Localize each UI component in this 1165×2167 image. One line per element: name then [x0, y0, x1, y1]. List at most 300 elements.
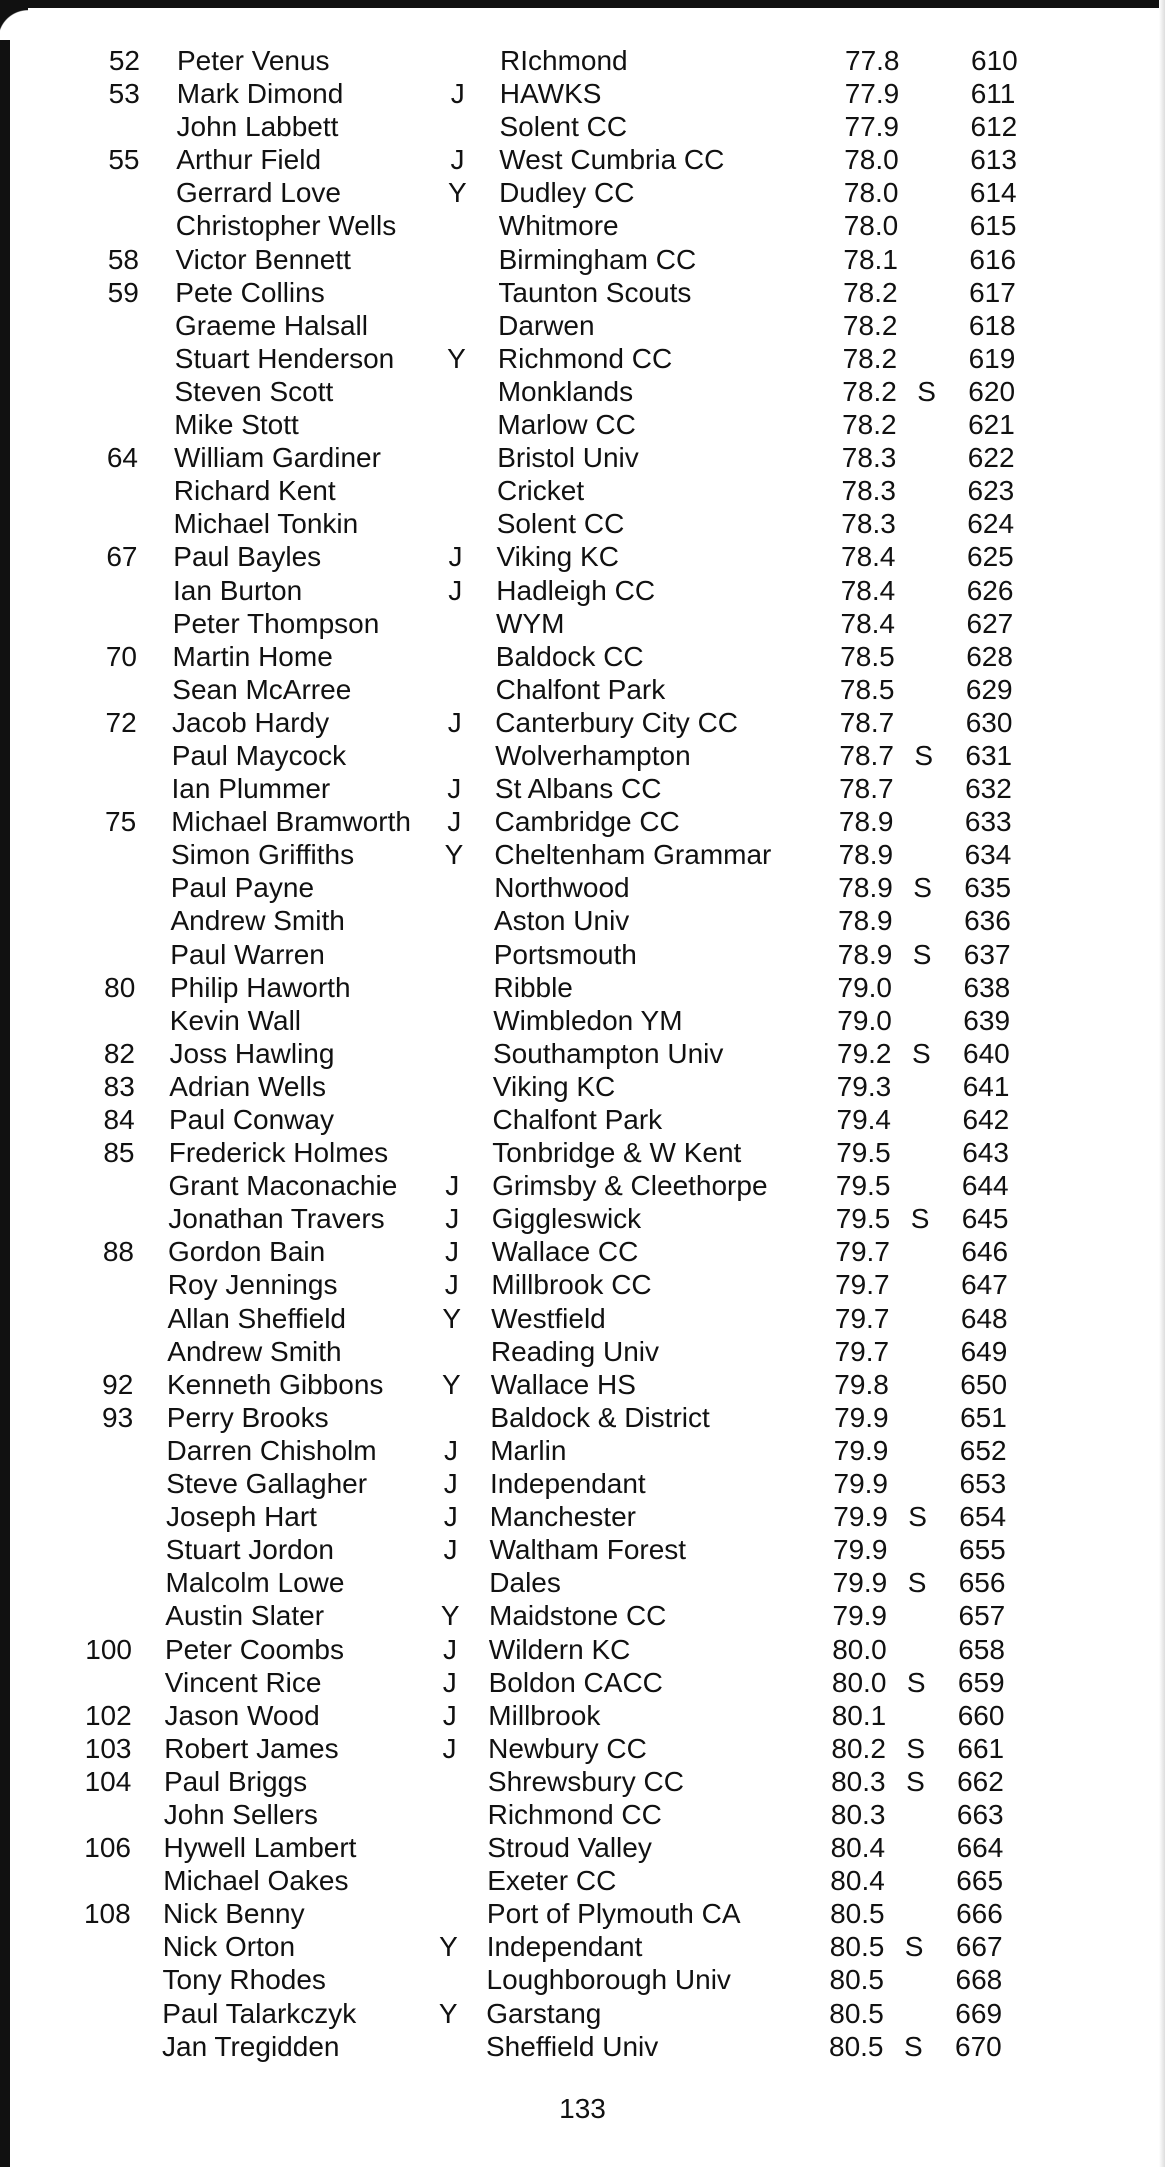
row-num: 668 — [955, 1964, 1003, 1996]
row-num: 611 — [970, 78, 1016, 110]
row-num: 638 — [963, 971, 1011, 1003]
row-club: HAWKS — [499, 78, 602, 110]
row-club: Millbrook CC — [491, 1269, 652, 1301]
row-num: 630 — [965, 706, 1013, 738]
row-time: 80.3 — [831, 1765, 886, 1797]
row-name: Darren Chisholm — [166, 1434, 377, 1466]
row-num: 655 — [959, 1534, 1006, 1566]
row-club: Cricket — [497, 475, 585, 507]
row-name: Adrian Wells — [169, 1070, 326, 1102]
row-club: Giggleswick — [491, 1203, 642, 1235]
table-row — [0, 110, 1165, 143]
row-time: 78.4 — [841, 541, 896, 573]
row-name: Paul Conway — [169, 1104, 334, 1135]
row-pos: 104 — [84, 1765, 132, 1797]
row-cat: Y — [442, 1302, 462, 1334]
row-num: 651 — [960, 1401, 1007, 1433]
row-time: 80.5 — [829, 1964, 884, 1996]
row-time: 79.9 — [833, 1434, 889, 1466]
row-time: 78.2 — [843, 276, 898, 308]
row-name: Paul Warren — [170, 938, 325, 970]
row-name: Jan Tregidden — [162, 2030, 340, 2062]
row-cat: J — [448, 574, 463, 606]
row-time: 78.9 — [838, 905, 893, 937]
row-pos: 103 — [84, 1732, 132, 1764]
row-num: 666 — [956, 1898, 1003, 1930]
table-row — [0, 1136, 1165, 1169]
row-num: 633 — [964, 806, 1012, 838]
row-time: 80.4 — [830, 1832, 886, 1864]
table-row — [0, 2030, 1165, 2063]
row-num: 636 — [964, 905, 1011, 937]
row-time: 78.2 — [842, 375, 897, 407]
row-name: Andrew Smith — [167, 1335, 342, 1367]
row-name: Ian Burton — [173, 574, 303, 606]
row-time: 78.9 — [838, 806, 894, 838]
row-club: Chalfont Park — [492, 1104, 663, 1135]
row-num: 632 — [965, 773, 1012, 805]
table-row — [0, 44, 1165, 77]
row-name: Michael Bramworth — [171, 806, 411, 838]
table-row — [0, 838, 1165, 871]
row-pos: 52 — [108, 45, 140, 76]
row-cat: J — [445, 1203, 460, 1235]
row-pos: 53 — [108, 78, 140, 110]
row-name: Victor Bennett — [175, 243, 351, 275]
table-row — [0, 772, 1165, 805]
table-row — [0, 408, 1165, 441]
row-num: 642 — [962, 1104, 1010, 1135]
row-cat: J — [442, 1699, 457, 1731]
row-name: Austin Slater — [165, 1600, 325, 1632]
row-pos: 92 — [102, 1368, 134, 1400]
row-name: Paul Payne — [170, 872, 315, 904]
table-row — [0, 871, 1165, 904]
row-cat: J — [445, 1170, 460, 1202]
row-club: Hadleigh CC — [496, 574, 656, 606]
row-cat: J — [443, 1633, 457, 1665]
row-name: Joss Hawling — [169, 1037, 335, 1069]
table-row — [0, 507, 1165, 540]
row-cat: Y — [439, 1931, 458, 1963]
row-pos: 55 — [108, 144, 140, 176]
table-row — [0, 1434, 1165, 1467]
row-time: 80.5 — [829, 1997, 884, 2029]
table-row — [0, 474, 1165, 507]
row-num: 647 — [961, 1269, 1008, 1301]
row-club: Dudley CC — [499, 177, 635, 209]
row-name: Andrew Smith — [170, 905, 345, 937]
row-club: Solent CC — [496, 508, 625, 540]
row-num: 667 — [955, 1931, 1003, 1963]
row-time: 78.3 — [841, 508, 896, 540]
table-row — [0, 805, 1165, 838]
row-pos: 100 — [85, 1633, 132, 1665]
results-table — [0, 44, 1165, 2063]
row-club: Baldock & District — [490, 1401, 710, 1433]
table-row — [0, 1500, 1165, 1533]
row-cat: J — [444, 1434, 458, 1466]
row-time: 79.5 — [836, 1137, 891, 1169]
row-name: Mark Dimond — [176, 78, 344, 110]
row-pos: 75 — [105, 806, 137, 838]
table-row — [0, 441, 1165, 474]
table-row — [0, 309, 1165, 342]
row-club: Garstang — [486, 1997, 602, 2029]
row-num: 656 — [958, 1567, 1006, 1599]
row-num: 665 — [956, 1865, 1004, 1897]
row-club: Canterbury City CC — [495, 706, 739, 738]
row-time: 78.5 — [839, 673, 895, 705]
table-row — [0, 1070, 1165, 1103]
row-pos: 88 — [102, 1236, 134, 1268]
row-num: 669 — [955, 1997, 1003, 2029]
row-num: 618 — [968, 309, 1016, 341]
row-name: Ian Plummer — [171, 773, 331, 805]
row-cat: J — [448, 541, 463, 573]
row-club: Manchester — [489, 1501, 636, 1533]
row-num: 643 — [962, 1137, 1009, 1169]
row-cat: J — [445, 1236, 459, 1268]
row-time: 78.0 — [843, 210, 899, 242]
row-name: Paul Maycock — [171, 739, 347, 771]
row-club: Northwood — [494, 872, 630, 904]
row-name: Peter Coombs — [165, 1633, 344, 1665]
row-club: Whitmore — [498, 210, 619, 242]
row-club: Marlin — [490, 1434, 567, 1466]
row-time: 78.5 — [840, 640, 895, 672]
table-row — [0, 77, 1165, 110]
row-club: Newbury CC — [488, 1732, 647, 1764]
row-time: 80.0 — [831, 1666, 887, 1698]
row-time: 77.8 — [845, 45, 900, 76]
row-cat: J — [443, 1501, 458, 1533]
row-name: Steve Gallagher — [166, 1468, 368, 1500]
row-time: 77.9 — [844, 78, 900, 110]
row-time: 78.1 — [843, 243, 898, 275]
row-time: 79.9 — [833, 1468, 888, 1500]
table-row — [0, 1169, 1165, 1202]
table-row — [0, 971, 1165, 1004]
row-cat: J — [447, 773, 462, 805]
row-time: 78.7 — [839, 706, 895, 738]
table-row — [0, 1533, 1165, 1566]
row-time: 80.5 — [830, 1898, 885, 1930]
row-name: Sean McArree — [172, 673, 352, 705]
row-name: Steven Scott — [174, 375, 334, 407]
row-name: Paul Talarkczyk — [162, 1997, 357, 2029]
row-num: 619 — [968, 342, 1016, 374]
row-name: Kevin Wall — [169, 1004, 302, 1036]
row-name: Peter Thompson — [172, 607, 380, 639]
row-name: Grant Maconachie — [168, 1170, 398, 1202]
table-row — [0, 1732, 1165, 1765]
row-num: 637 — [963, 938, 1011, 970]
row-time: 79.7 — [835, 1269, 890, 1301]
row-cat: J — [443, 1468, 458, 1500]
row-name: Jason Wood — [164, 1699, 320, 1731]
row-club: Baldock CC — [495, 640, 644, 672]
row-club: Maidstone CC — [489, 1600, 667, 1632]
row-club: Grimsby & Cleethorpe — [492, 1170, 768, 1202]
table-row — [0, 143, 1165, 176]
row-name: Paul Bayles — [173, 541, 322, 573]
row-time: 78.3 — [841, 442, 897, 474]
row-pos: 85 — [103, 1137, 135, 1169]
table-row — [0, 375, 1165, 408]
row-num: 610 — [971, 45, 1018, 76]
table-row — [0, 640, 1165, 673]
row-club: Tonbridge & W Kent — [492, 1137, 742, 1169]
row-flag: S — [906, 1765, 925, 1797]
row-num: 648 — [960, 1302, 1008, 1334]
row-club: Aston Univ — [493, 905, 630, 937]
table-row — [0, 1798, 1165, 1831]
table-row — [0, 1633, 1165, 1666]
row-cat: Y — [447, 342, 466, 374]
table-row — [0, 1897, 1165, 1930]
row-time: 79.8 — [834, 1368, 889, 1400]
table-row — [0, 904, 1165, 937]
row-name: Perry Brooks — [166, 1401, 329, 1433]
row-time: 80.1 — [831, 1699, 887, 1731]
row-cat: J — [444, 1269, 459, 1301]
row-club: Independant — [486, 1931, 643, 1963]
row-club: Shrewsbury CC — [487, 1765, 684, 1797]
row-club: Solent CC — [499, 111, 628, 143]
row-num: 644 — [961, 1170, 1009, 1202]
row-num: 631 — [965, 739, 1013, 771]
row-num: 646 — [961, 1236, 1009, 1268]
row-num: 670 — [955, 2030, 1002, 2062]
row-time: 78.9 — [838, 872, 893, 904]
row-time: 78.4 — [840, 607, 895, 639]
row-name: Stuart Henderson — [174, 342, 395, 374]
row-club: Stroud Valley — [487, 1832, 652, 1864]
row-time: 80.2 — [831, 1732, 886, 1764]
row-time: 79.0 — [837, 1004, 892, 1036]
row-num: 654 — [959, 1501, 1007, 1533]
table-row — [0, 540, 1165, 573]
row-club: Waltham Forest — [489, 1534, 687, 1566]
row-club: Millbrook — [488, 1699, 601, 1731]
row-name: Frederick Holmes — [168, 1137, 389, 1169]
row-club: Independant — [490, 1468, 646, 1500]
row-club: Wimbledon YM — [493, 1004, 683, 1036]
row-time: 78.9 — [837, 938, 893, 970]
page-corner — [0, 0, 28, 40]
row-club: Birmingham CC — [498, 243, 697, 275]
row-time: 80.0 — [832, 1633, 887, 1665]
row-flag: S — [910, 1203, 930, 1235]
row-pos: 102 — [84, 1699, 132, 1731]
table-row — [0, 1997, 1165, 2030]
row-club: Viking KC — [492, 1070, 616, 1102]
row-club: Darwen — [498, 309, 595, 341]
table-row — [0, 1335, 1165, 1368]
table-row — [0, 276, 1165, 309]
row-cat: J — [442, 1666, 457, 1698]
row-club: Southampton Univ — [493, 1037, 724, 1069]
row-cat: J — [450, 144, 465, 176]
row-cat: J — [447, 706, 462, 738]
row-time: 78.7 — [839, 773, 894, 805]
row-club: Cheltenham Grammar — [494, 839, 772, 871]
row-flag: S — [917, 375, 936, 407]
row-name: John Labbett — [176, 111, 339, 143]
row-num: 627 — [966, 607, 1014, 639]
row-time: 78.9 — [838, 839, 894, 871]
row-name: Simon Griffiths — [171, 839, 355, 871]
row-club: Taunton Scouts — [498, 276, 692, 308]
row-flag: S — [904, 1931, 924, 1963]
row-pos: 58 — [107, 243, 139, 275]
row-name: Gordon Bain — [168, 1236, 326, 1268]
row-num: 650 — [960, 1368, 1008, 1400]
row-club: Marlow CC — [497, 409, 636, 441]
row-name: Pete Collins — [175, 276, 325, 308]
row-time: 79.9 — [834, 1401, 889, 1433]
row-time: 78.2 — [842, 309, 898, 341]
row-time: 78.2 — [842, 342, 898, 374]
row-name: Malcolm Lowe — [165, 1567, 345, 1599]
table-row — [0, 673, 1165, 706]
row-name: Roy Jennings — [167, 1269, 338, 1301]
row-name: Vincent Rice — [164, 1666, 322, 1698]
row-club: Viking KC — [496, 541, 619, 573]
row-num: 616 — [969, 243, 1017, 275]
row-pos: 108 — [83, 1898, 131, 1930]
table-row — [0, 1004, 1165, 1037]
row-club: Loughborough Univ — [486, 1964, 731, 1996]
row-cat: J — [443, 1534, 458, 1566]
row-cat: Y — [447, 177, 467, 209]
table-row — [0, 1401, 1165, 1434]
row-num: 629 — [965, 673, 1013, 705]
row-name: Jacob Hardy — [172, 706, 330, 738]
table-row — [0, 706, 1165, 739]
row-name: Robert James — [164, 1732, 339, 1764]
row-club: Wallace CC — [491, 1236, 639, 1268]
row-time: 80.4 — [830, 1865, 885, 1897]
row-num: 635 — [964, 872, 1012, 904]
table-row — [0, 1566, 1165, 1599]
row-time: 78.7 — [839, 739, 894, 771]
row-club: Richmond CC — [497, 342, 673, 374]
row-pos: 72 — [105, 706, 137, 738]
row-name: Tony Rhodes — [162, 1964, 326, 1996]
row-cat: Y — [441, 1368, 461, 1400]
row-name: Michael Tonkin — [173, 508, 359, 540]
row-flag: S — [907, 1567, 927, 1599]
table-row — [0, 1666, 1165, 1699]
row-num: 662 — [957, 1765, 1004, 1797]
row-time: 79.4 — [836, 1104, 891, 1135]
row-num: 657 — [958, 1600, 1006, 1632]
row-club: Boldon CACC — [488, 1666, 663, 1698]
row-num: 661 — [957, 1732, 1005, 1764]
row-flag: S — [913, 872, 932, 904]
table-row — [0, 1103, 1165, 1136]
row-num: 660 — [957, 1699, 1005, 1731]
table-row — [0, 1930, 1165, 1963]
row-name: Paul Briggs — [164, 1765, 308, 1797]
row-num: 649 — [960, 1335, 1008, 1367]
row-name: Arthur Field — [176, 144, 322, 176]
page-edge-top — [0, 0, 1165, 8]
row-name: William Gardiner — [174, 442, 381, 474]
row-club: Wallace HS — [490, 1368, 636, 1400]
row-num: 623 — [967, 475, 1015, 507]
row-cat: Y — [440, 1600, 460, 1632]
row-time: 79.3 — [836, 1070, 892, 1102]
table-row — [0, 342, 1165, 375]
row-club: RIchmond — [500, 45, 628, 76]
row-num: 626 — [966, 574, 1014, 606]
row-num: 614 — [969, 177, 1017, 209]
row-club: Port of Plymouth CA — [486, 1898, 741, 1930]
table-row — [0, 739, 1165, 772]
row-num: 641 — [962, 1070, 1010, 1102]
row-name: Nick Benny — [163, 1898, 305, 1930]
row-time: 80.5 — [829, 2030, 884, 2062]
row-name: Graeme Halsall — [175, 309, 368, 341]
row-time: 79.9 — [833, 1534, 888, 1566]
row-time: 79.2 — [837, 1037, 892, 1069]
row-num: 640 — [963, 1037, 1010, 1069]
row-name: Martin Home — [172, 640, 333, 672]
row-name: Christopher Wells — [175, 210, 397, 242]
row-time: 79.9 — [832, 1600, 887, 1632]
row-num: 664 — [956, 1832, 1004, 1864]
row-name: Nick Orton — [162, 1931, 296, 1963]
row-num: 621 — [968, 409, 1015, 441]
row-club: West Cumbria CC — [499, 144, 725, 176]
row-time: 79.5 — [835, 1170, 891, 1202]
row-name: Allan Sheffield — [167, 1302, 346, 1334]
row-club: WYM — [496, 607, 565, 639]
row-name: Mike Stott — [174, 409, 299, 441]
table-row — [0, 243, 1165, 276]
table-row — [0, 574, 1165, 607]
row-time: 80.5 — [829, 1931, 885, 1963]
row-flag: S — [904, 2030, 923, 2062]
row-club: Westfield — [491, 1302, 606, 1334]
row-name: Kenneth Gibbons — [167, 1368, 384, 1400]
row-club: Wildern KC — [488, 1633, 631, 1665]
table-row — [0, 1202, 1165, 1235]
row-num: 645 — [961, 1203, 1009, 1235]
table-row — [0, 1699, 1165, 1732]
row-club: Bristol Univ — [497, 442, 639, 474]
row-name: Gerrard Love — [176, 177, 341, 209]
row-num: 628 — [966, 640, 1013, 672]
row-time: 79.7 — [835, 1236, 890, 1268]
row-cat: J — [450, 78, 465, 110]
row-num: 615 — [969, 210, 1017, 242]
row-club: Sheffield Univ — [486, 2030, 659, 2062]
row-cat: Y — [438, 1997, 458, 2029]
row-time: 79.9 — [832, 1567, 888, 1599]
row-num: 613 — [970, 144, 1017, 176]
row-time: 78.3 — [841, 475, 896, 507]
row-time: 78.4 — [840, 574, 896, 606]
row-pos: 67 — [106, 541, 138, 573]
row-time: 79.9 — [833, 1501, 888, 1533]
table-row — [0, 1599, 1165, 1632]
row-club: Richmond CC — [487, 1798, 662, 1830]
row-num: 663 — [956, 1798, 1004, 1830]
